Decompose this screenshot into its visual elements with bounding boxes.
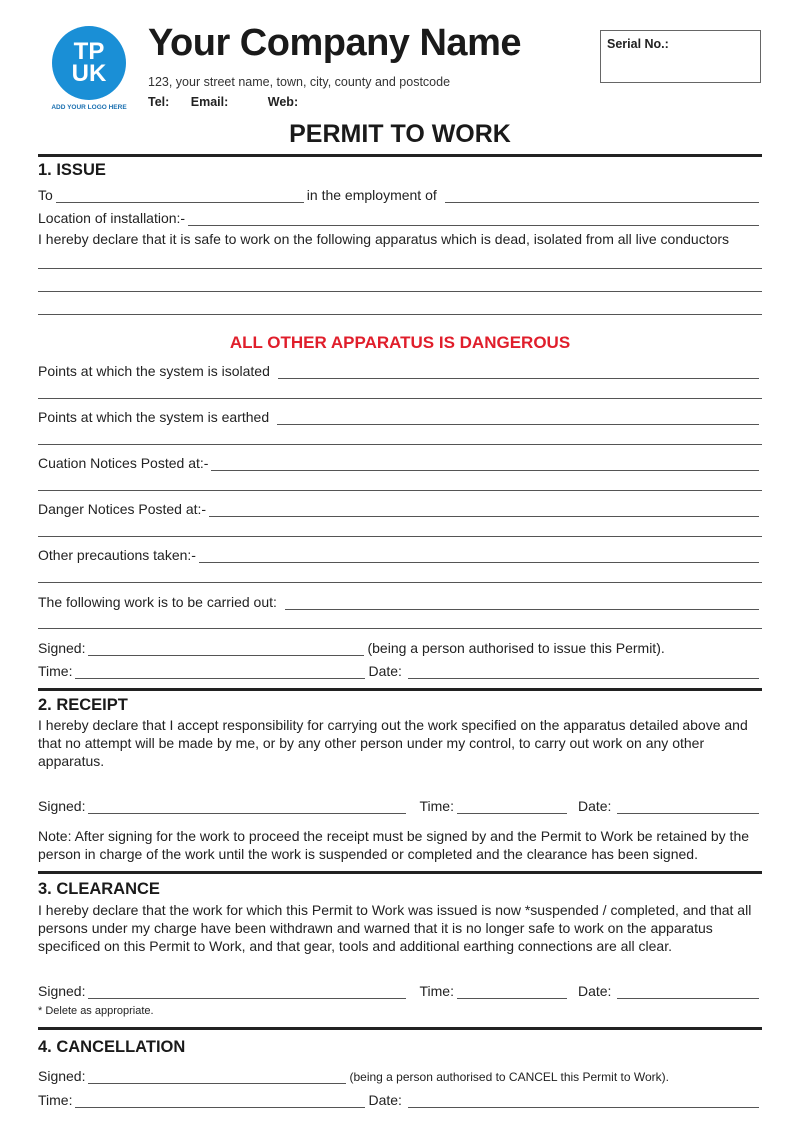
isolated-row bbox=[38, 359, 762, 379]
logo-line-1: TP bbox=[73, 38, 105, 65]
receipt-signed-label: Signed: bbox=[38, 798, 86, 814]
apparatus-line-2[interactable] bbox=[38, 291, 762, 292]
receipt-heading: 2. RECEIPT bbox=[38, 696, 128, 714]
issue-signed-label: Signed: bbox=[38, 640, 86, 656]
logo-badge bbox=[52, 26, 126, 100]
to-label: To bbox=[38, 187, 53, 203]
to-field[interactable] bbox=[56, 191, 304, 203]
clearance-time-label: Time: bbox=[419, 983, 454, 999]
cancel-time-label: Time: bbox=[38, 1092, 73, 1108]
serial-number-field[interactable] bbox=[600, 30, 761, 83]
company-name: Your Company Name bbox=[148, 22, 521, 64]
logo-caption: ADD YOUR LOGO HERE bbox=[51, 104, 127, 111]
issue-signed-note: (being a person authorised to issue this Permit). bbox=[367, 640, 665, 656]
receipt-date-field[interactable] bbox=[617, 802, 759, 814]
receipt-date-label: Date: bbox=[577, 798, 612, 814]
issue-time-label: Time: bbox=[38, 663, 73, 679]
receipt-signature-field[interactable] bbox=[88, 802, 406, 814]
caution-label: Cuation Notices Posted at:- bbox=[38, 455, 209, 471]
apparatus-line-1[interactable] bbox=[38, 268, 762, 269]
precautions-label: Other precautions taken:- bbox=[38, 547, 196, 563]
issue-date-label: Date: bbox=[368, 663, 402, 679]
employer-field[interactable] bbox=[445, 191, 759, 203]
clearance-signed-label: Signed: bbox=[38, 983, 86, 999]
earthed-line-2[interactable] bbox=[38, 444, 762, 445]
contact-row bbox=[148, 95, 298, 109]
cancel-date-label: Date: bbox=[368, 1092, 402, 1108]
apparatus-line-3[interactable] bbox=[38, 314, 762, 315]
section-divider bbox=[38, 688, 762, 691]
tel-label: Tel: bbox=[148, 95, 170, 109]
cancel-date-field[interactable] bbox=[408, 1096, 759, 1108]
company-address: 123, your street name, town, city, county and postcode bbox=[148, 75, 451, 89]
danger-warning: ALL OTHER APPARATUS IS DANGEROUS bbox=[229, 333, 571, 352]
danger-notices-field[interactable] bbox=[209, 505, 759, 517]
cancel-signature-field[interactable] bbox=[88, 1072, 346, 1084]
to-row bbox=[38, 183, 762, 203]
isolated-line-2[interactable] bbox=[38, 398, 762, 399]
cancellation-heading: 4. CANCELLATION bbox=[38, 1038, 186, 1056]
location-row bbox=[38, 206, 762, 226]
section-divider bbox=[38, 871, 762, 874]
employment-label: in the employment of bbox=[306, 187, 437, 203]
cancel-signed-row bbox=[38, 1064, 762, 1084]
web-label: Web: bbox=[267, 95, 299, 109]
issue-heading: 1. ISSUE bbox=[38, 161, 106, 179]
work-row bbox=[38, 590, 762, 610]
section-divider bbox=[38, 154, 762, 157]
danger-notices-row bbox=[38, 497, 762, 517]
caution-line-2[interactable] bbox=[38, 490, 762, 491]
delete-footnote: * Delete as appropriate. bbox=[38, 1005, 154, 1017]
clearance-date-field[interactable] bbox=[617, 987, 759, 999]
earthed-row bbox=[38, 405, 762, 425]
issue-date-field[interactable] bbox=[408, 667, 759, 679]
work-label: The following work is to be carried out: bbox=[38, 594, 277, 610]
clearance-signed-row bbox=[38, 979, 762, 999]
page-title: PERMIT TO WORK bbox=[289, 120, 511, 148]
precautions-row bbox=[38, 543, 762, 563]
clearance-time-field[interactable] bbox=[457, 987, 567, 999]
receipt-time-label: Time: bbox=[419, 798, 454, 814]
company-logo bbox=[50, 26, 128, 111]
cancel-signed-note: (being a person authorised to CANCEL this Permit to Work). bbox=[349, 1070, 669, 1084]
precautions-field[interactable] bbox=[199, 551, 759, 563]
logo-line-2: UK bbox=[71, 60, 107, 87]
section-divider bbox=[38, 1027, 762, 1030]
isolated-field[interactable] bbox=[278, 367, 759, 379]
issue-time-field[interactable] bbox=[75, 667, 365, 679]
clearance-declaration: I hereby declare that the work for which this Permit to Work was issued is now *suspended / completed, and that all persons under my charge have been withdrawn and warned that it is no longer safe to work on the apparatus specificed on this Permit to Work, and that gear, tools and additional earthing connections are all clear. bbox=[38, 902, 752, 954]
issue-time-row bbox=[38, 659, 762, 679]
cancel-time-field[interactable] bbox=[75, 1096, 365, 1108]
clearance-date-label: Date: bbox=[577, 983, 612, 999]
clearance-signature-field[interactable] bbox=[88, 987, 406, 999]
email-label: Email: bbox=[190, 95, 229, 109]
caution-row bbox=[38, 451, 762, 471]
receipt-declaration: I hereby declare that I accept responsibility for carrying out the work specified on the apparatus detailed above and that no attempt will be made by me, or by any other person under my control, to carry out work on any other apparatus. bbox=[38, 717, 748, 769]
cancel-signed-label: Signed: bbox=[38, 1068, 86, 1084]
clearance-heading: 3. CLEARANCE bbox=[38, 880, 160, 898]
caution-field[interactable] bbox=[211, 459, 759, 471]
precautions-line-2[interactable] bbox=[38, 582, 762, 583]
earthed-label: Points at which the system is earthed bbox=[38, 409, 270, 425]
receipt-time-field[interactable] bbox=[457, 802, 567, 814]
receipt-signed-row bbox=[38, 794, 762, 814]
work-field[interactable] bbox=[285, 598, 759, 610]
danger-notices-line-2[interactable] bbox=[38, 536, 762, 537]
issue-signed-row bbox=[38, 636, 762, 656]
issue-signature-field[interactable] bbox=[88, 644, 364, 656]
earthed-field[interactable] bbox=[277, 413, 759, 425]
issue-declaration: I hereby declare that it is safe to work on the following apparatus which is dead, isolated from all live conductors bbox=[38, 231, 730, 247]
location-field[interactable] bbox=[188, 214, 759, 226]
isolated-label: Points at which the system is isolated bbox=[38, 363, 270, 379]
serial-label: Serial No.: bbox=[607, 37, 669, 51]
location-label: Location of installation:- bbox=[38, 210, 186, 226]
danger-notices-label: Danger Notices Posted at:- bbox=[38, 501, 207, 517]
cancel-time-row bbox=[38, 1088, 762, 1108]
work-line-2[interactable] bbox=[38, 628, 762, 629]
receipt-note: Note: After signing for the work to proceed the receipt must be signed by and the Permit to Work be retained by the person in charge of the work until the work is suspended or completed and the clearance has been signed. bbox=[38, 828, 750, 862]
